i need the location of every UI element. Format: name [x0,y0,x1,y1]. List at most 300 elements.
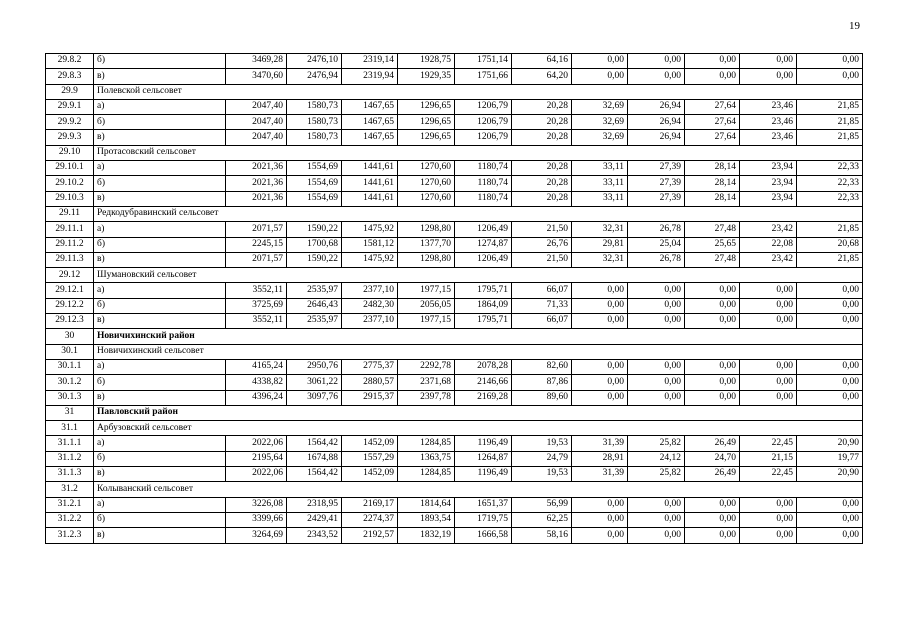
value-cell: 1751,66 [455,69,512,84]
value-cell: 3725,69 [226,298,287,313]
row-subitem: в) [94,130,226,145]
value-cell: 27,39 [628,191,685,206]
value-cell: 27,39 [628,176,685,191]
settlement-heading-row [46,421,863,436]
value-cell: 23,46 [740,115,797,130]
value-cell: 0,00 [797,359,863,374]
value-cell: 2318,95 [287,497,342,512]
row-code: 29.9.2 [46,115,94,130]
value-cell: 22,08 [740,237,797,252]
value-cell: 26,94 [628,99,685,114]
value-cell: 1467,65 [342,115,398,130]
value-cell: 29,81 [572,237,628,252]
table-row [46,176,863,191]
value-cell: 0,00 [740,69,797,84]
value-cell: 1832,19 [398,528,455,543]
value-cell: 2169,17 [342,497,398,512]
value-cell: 32,69 [572,130,628,145]
value-cell: 87,86 [512,375,572,390]
row-subitem: б) [94,512,226,527]
table-row [46,54,863,69]
row-code: 29.12.3 [46,314,94,329]
table-row [46,252,863,267]
value-cell: 27,48 [685,252,740,267]
value-cell: 56,99 [512,497,572,512]
value-cell: 22,33 [797,176,863,191]
value-cell: 20,28 [512,161,572,176]
value-cell: 2292,78 [398,359,455,374]
value-cell: 2022,06 [226,436,287,451]
value-cell: 1377,70 [398,237,455,252]
row-subitem: б) [94,375,226,390]
value-cell: 20,28 [512,130,572,145]
value-cell: 62,25 [512,512,572,527]
row-code: 31.1.3 [46,467,94,482]
row-subitem: б) [94,115,226,130]
district-title: Павловский район [94,405,863,420]
settlement-title: Колыванский сельсовет [94,482,863,497]
value-cell: 1441,61 [342,191,398,206]
value-cell: 0,00 [628,528,685,543]
value-cell: 0,00 [685,375,740,390]
table-row [46,375,863,390]
table-row [46,237,863,252]
value-cell: 2476,10 [287,54,342,69]
row-code: 29.11 [46,206,94,221]
value-cell: 2915,37 [342,390,398,405]
value-cell: 1180,74 [455,176,512,191]
value-cell: 23,42 [740,252,797,267]
row-code: 31.1.1 [46,436,94,451]
value-cell: 1557,29 [342,451,398,466]
value-cell: 26,78 [628,222,685,237]
value-cell: 1864,09 [455,298,512,313]
settlement-heading-row [46,84,863,99]
settlement-title: Шумановский сельсовет [94,268,863,283]
value-cell: 22,33 [797,161,863,176]
row-subitem: в) [94,191,226,206]
value-cell: 2056,05 [398,298,455,313]
row-code: 29.8.3 [46,69,94,84]
value-cell: 1554,69 [287,161,342,176]
value-cell: 0,00 [572,283,628,298]
table-row [46,298,863,313]
table-row [46,497,863,512]
value-cell: 2169,28 [455,390,512,405]
row-subitem: а) [94,283,226,298]
value-cell: 31,39 [572,467,628,482]
district-heading-row [46,329,863,344]
value-cell: 0,00 [740,512,797,527]
value-cell: 33,11 [572,176,628,191]
value-cell: 2022,06 [226,467,287,482]
value-cell: 20,68 [797,237,863,252]
value-cell: 2880,57 [342,375,398,390]
value-cell: 2192,57 [342,528,398,543]
value-cell: 0,00 [740,359,797,374]
table-row [46,191,863,206]
row-code: 29.11.1 [46,222,94,237]
value-cell: 2429,41 [287,512,342,527]
value-cell: 27,39 [628,161,685,176]
value-cell: 1929,35 [398,69,455,84]
row-code: 31.1.2 [46,451,94,466]
value-cell: 0,00 [685,69,740,84]
row-subitem: в) [94,252,226,267]
value-cell: 3399,66 [226,512,287,527]
value-cell: 4338,82 [226,375,287,390]
value-cell: 27,48 [685,222,740,237]
value-cell: 0,00 [572,512,628,527]
value-cell: 1554,69 [287,176,342,191]
value-cell: 1467,65 [342,99,398,114]
value-cell: 0,00 [797,390,863,405]
row-code: 29.10.3 [46,191,94,206]
settlement-heading-row [46,145,863,160]
value-cell: 71,33 [512,298,572,313]
value-cell: 0,00 [628,283,685,298]
table-row [46,512,863,527]
value-cell: 3061,22 [287,375,342,390]
row-subitem: а) [94,497,226,512]
value-cell: 4165,24 [226,359,287,374]
value-cell: 1284,85 [398,467,455,482]
value-cell: 24,70 [685,451,740,466]
value-cell: 20,28 [512,191,572,206]
table-row [46,451,863,466]
value-cell: 0,00 [685,497,740,512]
value-cell: 1564,42 [287,436,342,451]
settlement-heading-row [46,344,863,359]
row-subitem: б) [94,176,226,191]
value-cell: 20,90 [797,467,863,482]
value-cell: 1977,15 [398,314,455,329]
value-cell: 0,00 [572,69,628,84]
value-cell: 1719,75 [455,512,512,527]
value-cell: 0,00 [628,512,685,527]
row-code: 29.11.3 [46,252,94,267]
value-cell: 26,94 [628,130,685,145]
value-cell: 0,00 [572,497,628,512]
page-number: 19 [849,20,860,32]
value-cell: 3264,69 [226,528,287,543]
value-cell: 0,00 [628,497,685,512]
value-cell: 89,60 [512,390,572,405]
value-cell: 1363,75 [398,451,455,466]
value-cell: 24,12 [628,451,685,466]
value-cell: 1580,73 [287,99,342,114]
value-cell: 66,07 [512,283,572,298]
value-cell: 2021,36 [226,161,287,176]
settlement-title: Новичихинский сельсовет [94,344,863,359]
row-code: 31.2.1 [46,497,94,512]
row-code: 31.1 [46,421,94,436]
value-cell: 1180,74 [455,191,512,206]
value-cell: 1298,80 [398,222,455,237]
settlement-title: Арбузовский сельсовет [94,421,863,436]
value-cell: 1264,87 [455,451,512,466]
value-cell: 25,65 [685,237,740,252]
value-cell: 28,14 [685,161,740,176]
value-cell: 0,00 [740,390,797,405]
value-cell: 23,94 [740,176,797,191]
value-cell: 1590,22 [287,222,342,237]
tariff-table [45,53,863,544]
value-cell: 0,00 [740,298,797,313]
row-subitem: в) [94,314,226,329]
value-cell: 2047,40 [226,99,287,114]
value-cell: 19,53 [512,467,572,482]
table-row [46,161,863,176]
value-cell: 31,39 [572,436,628,451]
value-cell: 25,82 [628,467,685,482]
row-subitem: а) [94,99,226,114]
value-cell: 1441,61 [342,176,398,191]
value-cell: 1206,79 [455,115,512,130]
row-code: 29.9.3 [46,130,94,145]
value-cell: 1580,73 [287,115,342,130]
table-row [46,359,863,374]
value-cell: 3226,08 [226,497,287,512]
value-cell: 21,85 [797,222,863,237]
value-cell: 22,45 [740,436,797,451]
row-subitem: в) [94,528,226,543]
value-cell: 1928,75 [398,54,455,69]
value-cell: 66,07 [512,314,572,329]
value-cell: 1298,80 [398,252,455,267]
row-subitem: а) [94,222,226,237]
value-cell: 1795,71 [455,314,512,329]
value-cell: 0,00 [572,314,628,329]
district-title: Новичихинский район [94,329,863,344]
value-cell: 3470,60 [226,69,287,84]
value-cell: 0,00 [797,528,863,543]
table-row [46,467,863,482]
value-cell: 0,00 [797,375,863,390]
value-cell: 1590,22 [287,252,342,267]
value-cell: 21,85 [797,130,863,145]
value-cell: 1196,49 [455,436,512,451]
value-cell: 2397,78 [398,390,455,405]
value-cell: 0,00 [572,390,628,405]
row-code: 29.11.2 [46,237,94,252]
settlement-heading-row [46,268,863,283]
value-cell: 0,00 [628,69,685,84]
value-cell: 0,00 [740,54,797,69]
table-row [46,115,863,130]
settlement-title: Полевской сельсовет [94,84,863,99]
value-cell: 23,46 [740,130,797,145]
row-subitem: а) [94,359,226,374]
settlement-heading-row [46,482,863,497]
value-cell: 28,91 [572,451,628,466]
row-code: 29.8.2 [46,54,94,69]
value-cell: 2319,94 [342,69,398,84]
value-cell: 19,53 [512,436,572,451]
value-cell: 0,00 [628,390,685,405]
value-cell: 2146,66 [455,375,512,390]
value-cell: 32,31 [572,222,628,237]
settlement-heading-row [46,206,863,221]
value-cell: 1475,92 [342,222,398,237]
value-cell: 21,85 [797,115,863,130]
row-code: 29.9 [46,84,94,99]
value-cell: 1274,87 [455,237,512,252]
value-cell: 26,94 [628,115,685,130]
row-code: 31.2.2 [46,512,94,527]
value-cell: 1270,60 [398,191,455,206]
value-cell: 20,28 [512,99,572,114]
settlement-title: Редкодубравинский сельсовет [94,206,863,221]
row-code: 30 [46,329,94,344]
value-cell: 3552,11 [226,314,287,329]
value-cell: 26,49 [685,436,740,451]
value-cell: 1651,37 [455,497,512,512]
value-cell: 20,28 [512,115,572,130]
value-cell: 0,00 [797,283,863,298]
table-row [46,314,863,329]
value-cell: 33,11 [572,191,628,206]
table-row [46,69,863,84]
row-code: 30.1 [46,344,94,359]
value-cell: 64,16 [512,54,572,69]
value-cell: 1196,49 [455,467,512,482]
settlement-title: Протасовский сельсовет [94,145,863,160]
value-cell: 1475,92 [342,252,398,267]
value-cell: 0,00 [740,497,797,512]
value-cell: 2021,36 [226,191,287,206]
table-body [46,54,863,544]
value-cell: 27,64 [685,99,740,114]
value-cell: 0,00 [797,314,863,329]
value-cell: 22,45 [740,467,797,482]
value-cell: 64,20 [512,69,572,84]
value-cell: 23,42 [740,222,797,237]
value-cell: 0,00 [797,298,863,313]
value-cell: 0,00 [740,375,797,390]
value-cell: 0,00 [685,359,740,374]
value-cell: 21,85 [797,252,863,267]
value-cell: 58,16 [512,528,572,543]
district-heading-row [46,405,863,420]
value-cell: 19,77 [797,451,863,466]
value-cell: 0,00 [628,314,685,329]
value-cell: 27,64 [685,115,740,130]
row-subitem: б) [94,451,226,466]
value-cell: 0,00 [572,528,628,543]
value-cell: 0,00 [685,512,740,527]
value-cell: 1296,65 [398,130,455,145]
row-code: 30.1.2 [46,375,94,390]
value-cell: 2646,43 [287,298,342,313]
row-code: 29.9.1 [46,99,94,114]
value-cell: 2476,94 [287,69,342,84]
value-cell: 3097,76 [287,390,342,405]
value-cell: 2319,14 [342,54,398,69]
value-cell: 2482,30 [342,298,398,313]
value-cell: 0,00 [572,375,628,390]
value-cell: 0,00 [685,528,740,543]
value-cell: 2021,36 [226,176,287,191]
value-cell: 2245,15 [226,237,287,252]
value-cell: 1206,49 [455,222,512,237]
value-cell: 23,46 [740,99,797,114]
value-cell: 27,64 [685,130,740,145]
value-cell: 2071,57 [226,222,287,237]
value-cell: 1554,69 [287,191,342,206]
value-cell: 2047,40 [226,130,287,145]
value-cell: 20,90 [797,436,863,451]
value-cell: 24,79 [512,451,572,466]
row-subitem: а) [94,436,226,451]
value-cell: 33,11 [572,161,628,176]
value-cell: 1206,79 [455,99,512,114]
value-cell: 1284,85 [398,436,455,451]
value-cell: 26,76 [512,237,572,252]
value-cell: 28,14 [685,191,740,206]
value-cell: 1666,58 [455,528,512,543]
value-cell: 21,50 [512,252,572,267]
row-subitem: б) [94,298,226,313]
table-row [46,99,863,114]
value-cell: 0,00 [740,283,797,298]
value-cell: 1296,65 [398,115,455,130]
row-code: 31.2.3 [46,528,94,543]
value-cell: 1270,60 [398,161,455,176]
value-cell: 0,00 [797,69,863,84]
value-cell: 0,00 [685,54,740,69]
table-row [46,528,863,543]
value-cell: 1674,88 [287,451,342,466]
table-row [46,283,863,298]
table-row [46,436,863,451]
row-code: 29.12 [46,268,94,283]
row-subitem: в) [94,390,226,405]
value-cell: 0,00 [628,298,685,313]
table-row [46,222,863,237]
value-cell: 3469,28 [226,54,287,69]
value-cell: 2195,64 [226,451,287,466]
value-cell: 1751,14 [455,54,512,69]
value-cell: 0,00 [628,54,685,69]
value-cell: 1580,73 [287,130,342,145]
value-cell: 1441,61 [342,161,398,176]
row-subitem: а) [94,161,226,176]
value-cell: 25,82 [628,436,685,451]
value-cell: 0,00 [797,497,863,512]
value-cell: 1467,65 [342,130,398,145]
value-cell: 1581,12 [342,237,398,252]
table-row [46,390,863,405]
value-cell: 32,69 [572,99,628,114]
row-code: 29.10.2 [46,176,94,191]
value-cell: 20,28 [512,176,572,191]
value-cell: 0,00 [797,54,863,69]
value-cell: 28,14 [685,176,740,191]
value-cell: 1700,68 [287,237,342,252]
value-cell: 1814,64 [398,497,455,512]
value-cell: 23,94 [740,161,797,176]
row-code: 31 [46,405,94,420]
table-row [46,130,863,145]
row-subitem: в) [94,467,226,482]
value-cell: 2535,97 [287,283,342,298]
value-cell: 1270,60 [398,176,455,191]
value-cell: 0,00 [740,528,797,543]
value-cell: 2274,37 [342,512,398,527]
value-cell: 2775,37 [342,359,398,374]
value-cell: 2071,57 [226,252,287,267]
